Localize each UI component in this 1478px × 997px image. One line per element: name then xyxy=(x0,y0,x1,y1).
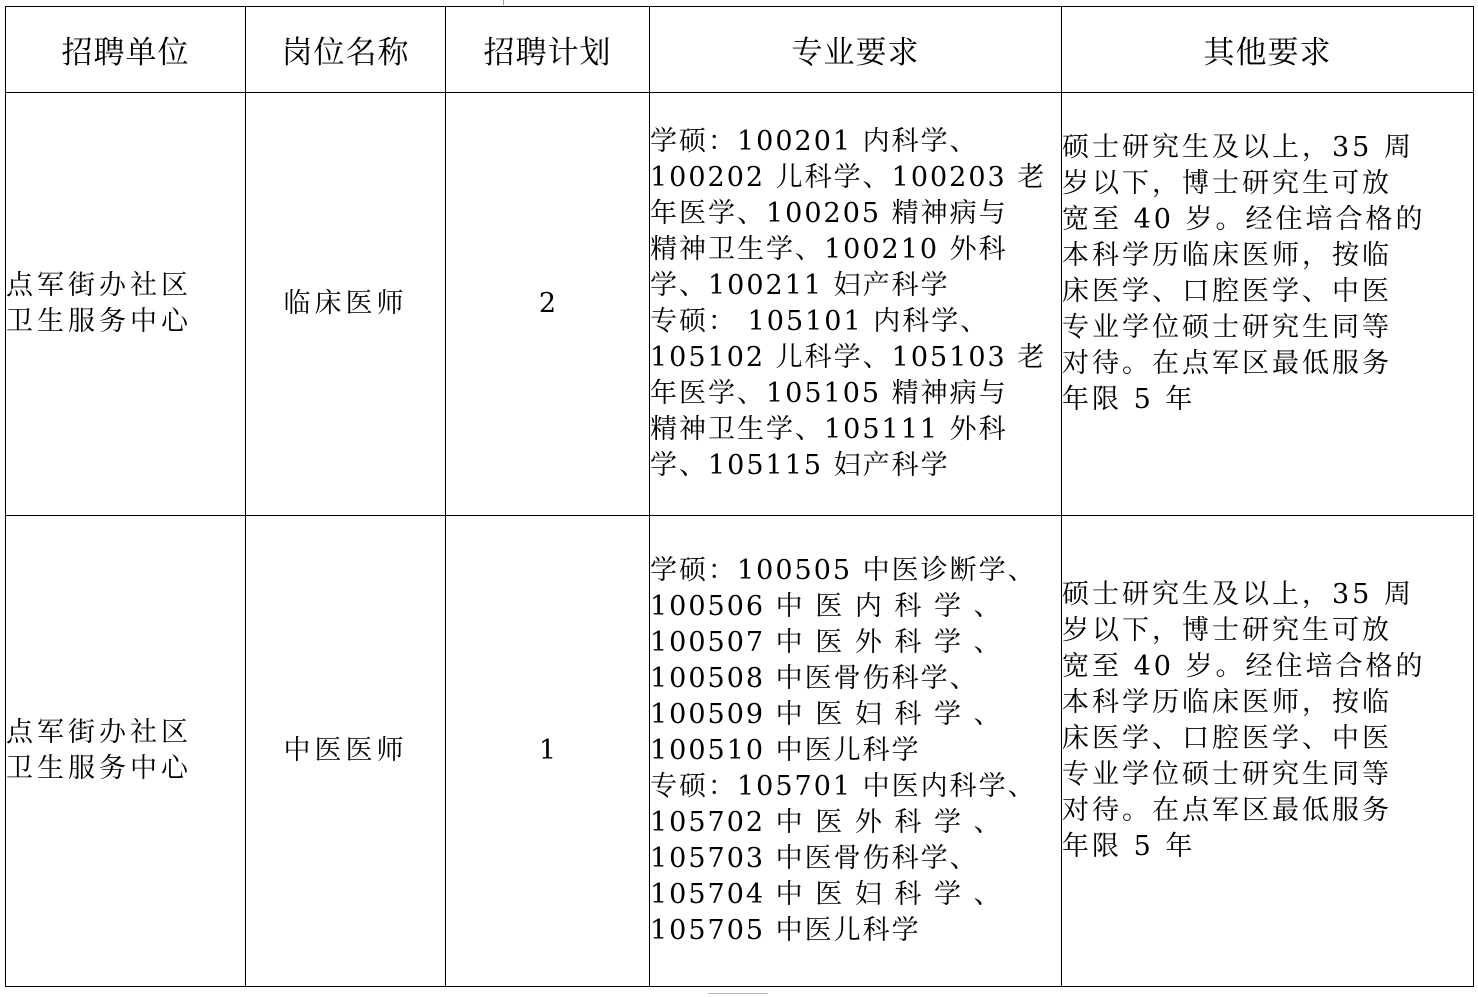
major-line: 100509 中 医 妇 科 学 、 xyxy=(650,699,1003,730)
header-plan: 招聘计划 xyxy=(446,7,650,93)
major-line: 学、100211 妇产科学 xyxy=(650,270,950,301)
table-row xyxy=(6,516,1474,987)
major-line: 学硕：100505 中医诊断学、 xyxy=(650,555,1037,586)
major-line: 100507 中 医 外 科 学 、 xyxy=(650,627,1003,658)
other-line: 对待。在点军区最低服务 xyxy=(1062,348,1392,379)
other-line: 宽至 40 岁。经住培合格的 xyxy=(1062,651,1426,682)
other-line: 本科学历临床医师，按临 xyxy=(1062,687,1392,718)
major-line: 专硕： 105101 内科学、 xyxy=(650,306,990,337)
major-line: 学、105115 妇产科学 xyxy=(650,450,950,481)
major-line: 100508 中医骨伤科学、 xyxy=(650,663,979,694)
header-unit: 招聘单位 xyxy=(6,7,246,93)
major-line: 105704 中 医 妇 科 学 、 xyxy=(650,879,1003,910)
post-cell: 中医医师 xyxy=(246,516,446,987)
header-other: 其他要求 xyxy=(1062,7,1474,93)
major-line: 105102 儿科学、105103 老 xyxy=(650,342,1047,373)
post-cell: 临床医师 xyxy=(246,93,446,516)
other-line: 岁以下，博士研究生可放 xyxy=(1062,168,1392,199)
unit-line: 卫生服务中心 xyxy=(6,753,192,784)
header-major: 专业要求 xyxy=(650,7,1062,93)
other-line: 硕士研究生及以上，35 周 xyxy=(1062,579,1414,610)
plan-cell: 1 xyxy=(446,516,650,987)
other-line: 岁以下，博士研究生可放 xyxy=(1062,615,1392,646)
other-requirement-text xyxy=(1062,577,1473,865)
major-line: 精神卫生学、105111 外科 xyxy=(650,414,1008,445)
major-line: 精神卫生学、100210 外科 xyxy=(650,234,1008,265)
other-line: 本科学历临床医师，按临 xyxy=(1062,240,1392,271)
header-post: 岗位名称 xyxy=(246,7,446,93)
top-edge-mark xyxy=(503,0,504,5)
major-line: 100506 中 医 内 科 学 、 xyxy=(650,591,1003,622)
major-requirement-cell xyxy=(650,516,1062,987)
unit-cell xyxy=(6,93,246,516)
unit-line: 点军街办社区 xyxy=(6,270,192,301)
other-line: 床医学、口腔医学、中医 xyxy=(1062,723,1392,754)
other-requirement-text xyxy=(1062,130,1473,418)
table-row xyxy=(6,93,1474,516)
major-line: 100510 中医儿科学 xyxy=(650,735,921,766)
other-line: 年限 5 年 xyxy=(1062,384,1196,415)
header-row xyxy=(6,7,1474,93)
unit-line: 卫生服务中心 xyxy=(6,306,192,337)
major-line: 105702 中 医 外 科 学 、 xyxy=(650,807,1003,838)
bottom-edge-mark xyxy=(708,993,768,996)
other-requirement-cell xyxy=(1062,516,1474,987)
major-line: 年医学、105105 精神病与 xyxy=(650,378,1008,409)
major-line: 专硕：105701 中医内科学、 xyxy=(650,771,1037,802)
other-line: 专业学位硕士研究生同等 xyxy=(1062,312,1392,343)
unit-cell xyxy=(6,516,246,987)
other-line: 对待。在点军区最低服务 xyxy=(1062,795,1392,826)
recruitment-table-container xyxy=(5,6,1474,987)
other-line: 专业学位硕士研究生同等 xyxy=(1062,759,1392,790)
other-line: 床医学、口腔医学、中医 xyxy=(1062,276,1392,307)
other-line: 硕士研究生及以上，35 周 xyxy=(1062,132,1414,163)
major-requirement-cell xyxy=(650,93,1062,516)
unit-line: 点军街办社区 xyxy=(6,717,192,748)
recruitment-table xyxy=(5,6,1474,987)
other-requirement-cell xyxy=(1062,93,1474,516)
major-line: 年医学、100205 精神病与 xyxy=(650,198,1008,229)
major-line: 105705 中医儿科学 xyxy=(650,915,921,946)
other-line: 宽至 40 岁。经住培合格的 xyxy=(1062,204,1426,235)
other-line: 年限 5 年 xyxy=(1062,831,1196,862)
major-line: 学硕：100201 内科学、 xyxy=(650,126,979,157)
plan-cell: 2 xyxy=(446,93,650,516)
major-line: 100202 儿科学、100203 老 xyxy=(650,162,1047,193)
major-line: 105703 中医骨伤科学、 xyxy=(650,843,979,874)
